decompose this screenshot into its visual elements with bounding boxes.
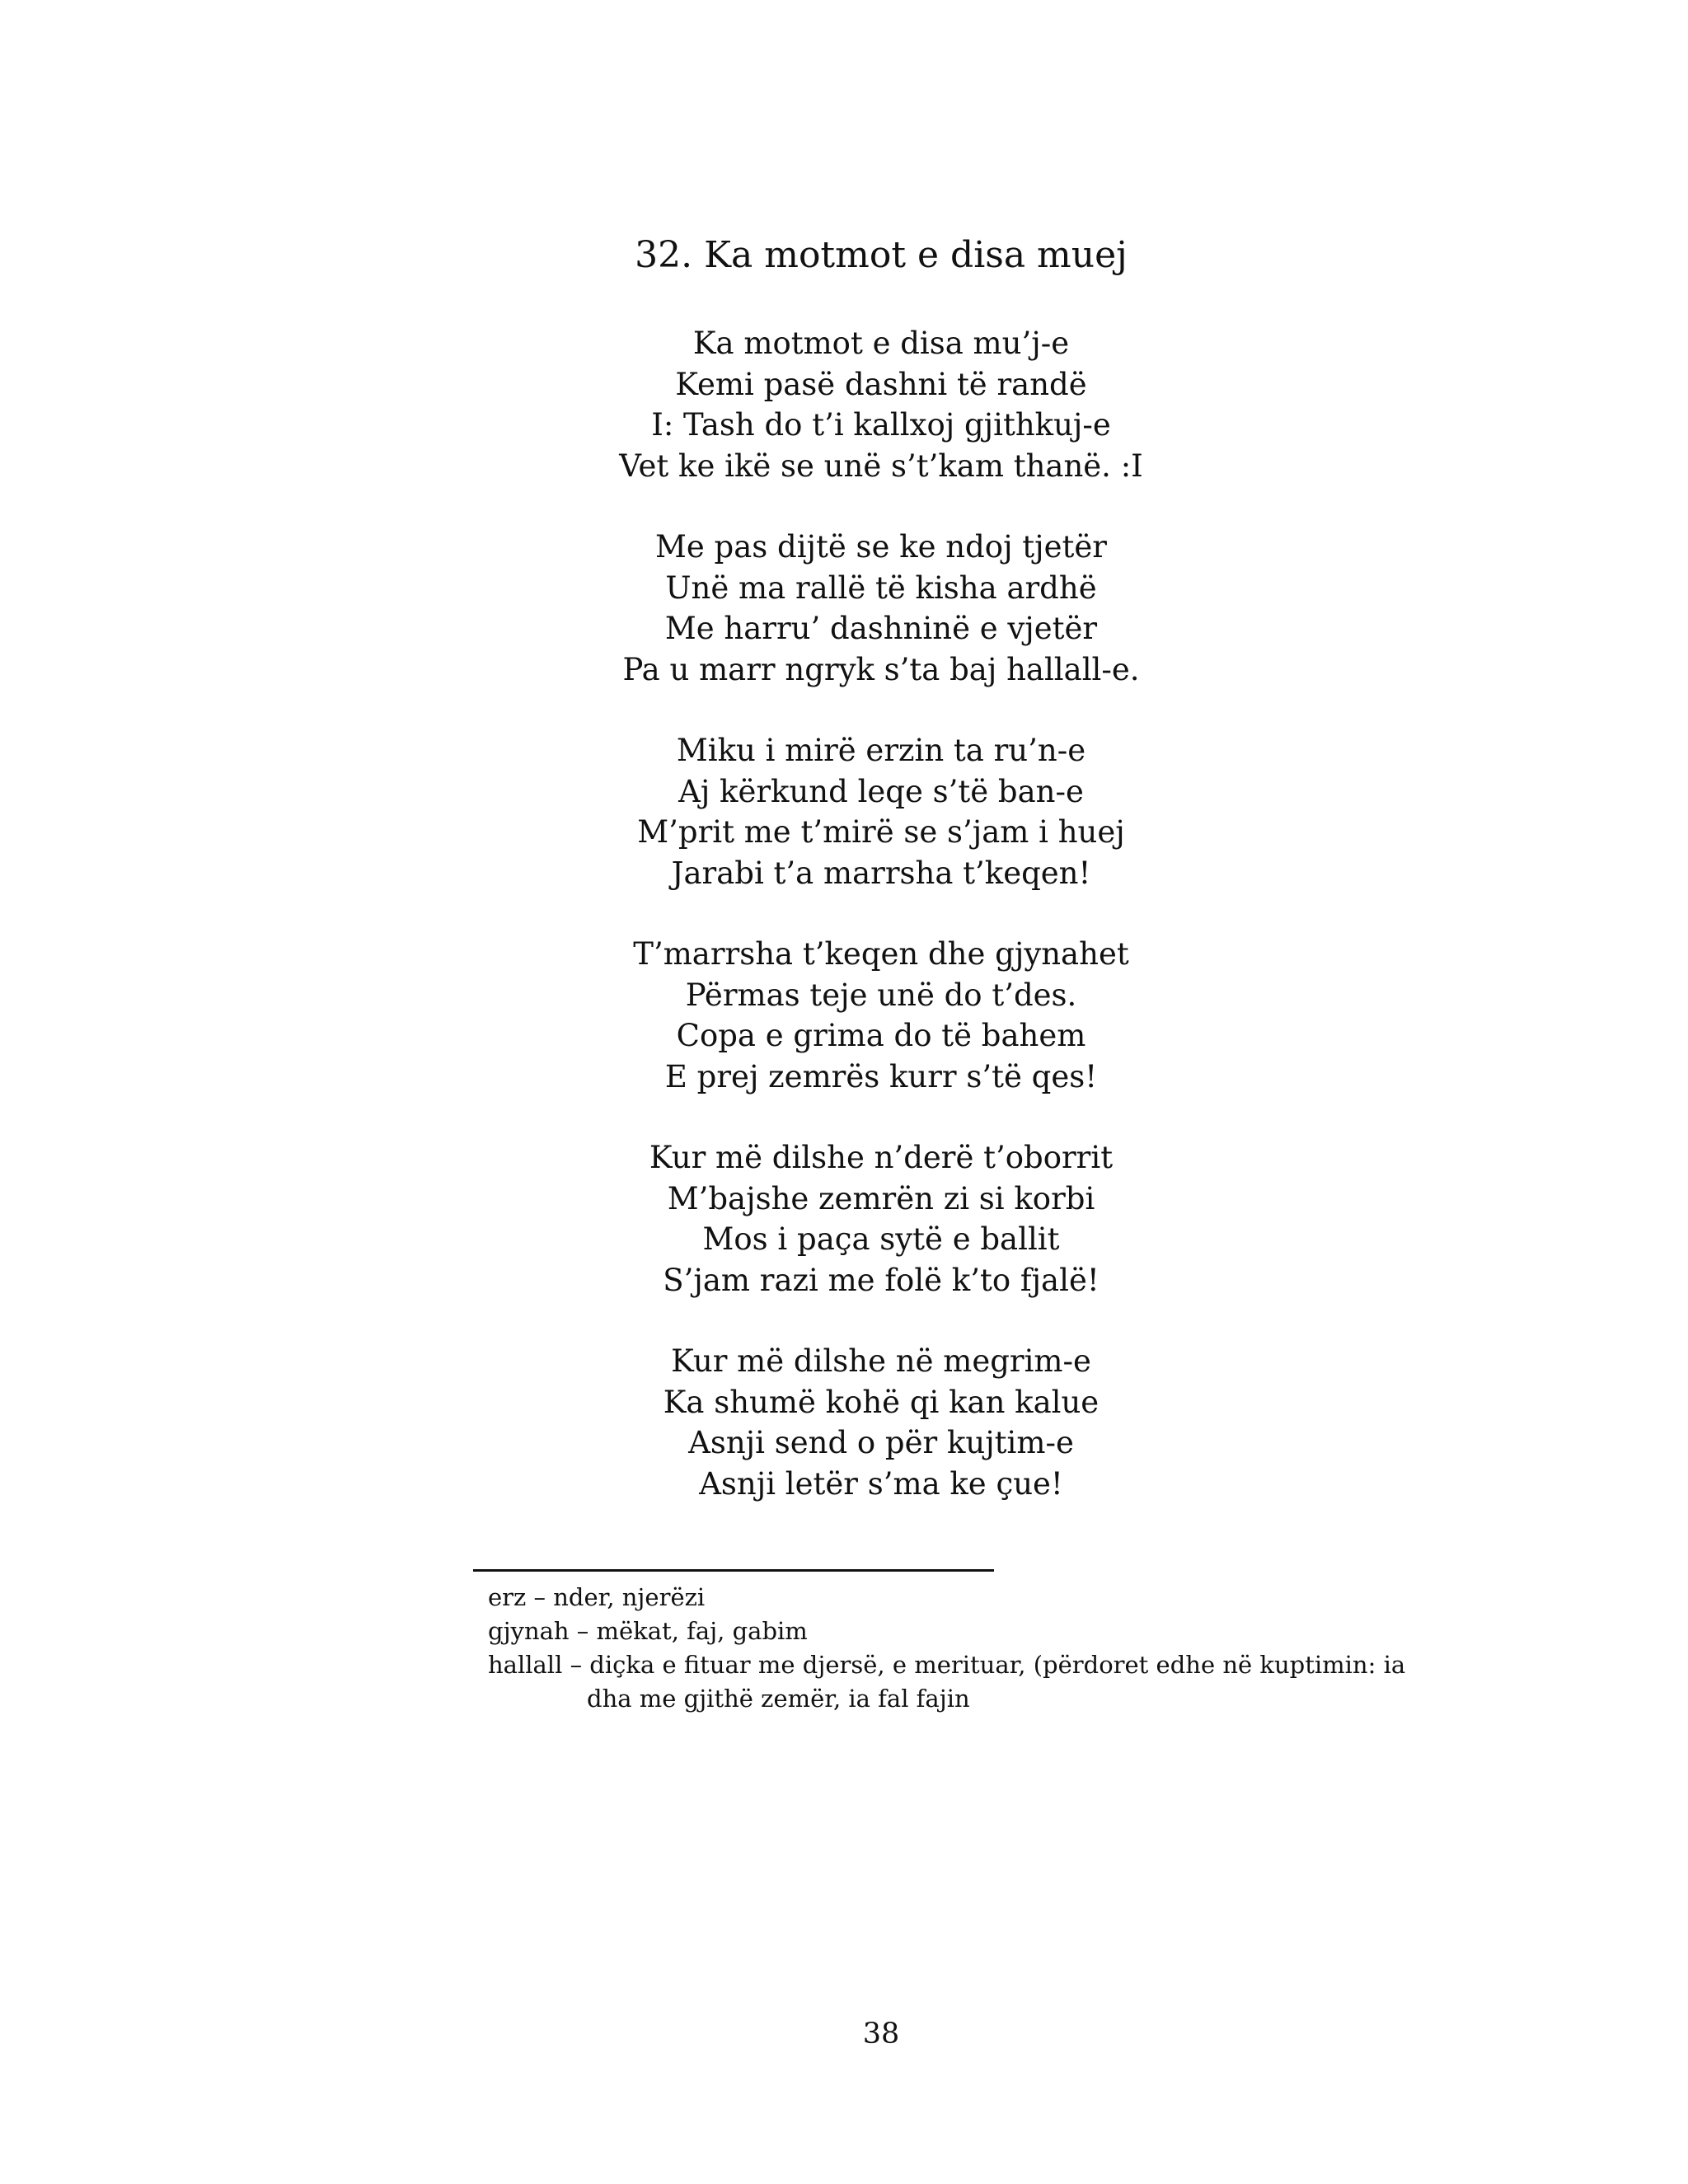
- poem-line: Ka shumë kohë qi kan kalue: [663, 1384, 1100, 1420]
- poem-line: Mos i paça sytë e ballit: [702, 1221, 1060, 1257]
- poem-line: Miku i mirë erzin ta ru’n-e: [676, 733, 1086, 768]
- footnote-gjynah: gjynah – mëkat, faj, gabim: [488, 1617, 808, 1645]
- poem-line: Aj kërkund leqe s’të ban-e: [678, 773, 1084, 809]
- poem-line: Përmas teje unë do t’des.: [685, 977, 1077, 1013]
- page-number: 38: [862, 2018, 900, 2050]
- stanza-6: [0, 1341, 1688, 1504]
- stanza-5: [0, 1137, 1688, 1301]
- poem-line: T’marrsha t’keqen dhe gjynahet: [633, 936, 1129, 972]
- poem-line: Ka motmot e disa mu’j-e: [692, 326, 1070, 361]
- poem-line: Kur më dilshe në megrim-e: [671, 1343, 1091, 1379]
- poem-line: Pa u marr ngryk s’ta baj hallall-e.: [622, 651, 1140, 687]
- footnote-erz: erz – nder, njerëzi: [488, 1583, 706, 1611]
- poem-line: I: Tash do t’i kallxoj gjithkuj-e: [651, 407, 1111, 443]
- poem-line: Vet ke ikë se unë s’t’kam thanë. :I: [619, 448, 1143, 484]
- footnote-hallall-continued: dha me gjithë zemër, ia fal fajin: [587, 1685, 970, 1713]
- poem-line: Me harru’ dashninë e vjetër: [664, 611, 1098, 646]
- poem-line: S’jam razi me folë k’to fjalë!: [663, 1262, 1100, 1298]
- poem-line: Copa e grima do të bahem: [676, 1018, 1086, 1053]
- poem-body: [0, 323, 1688, 1544]
- poem-line: Jarabi t’a marrsha t’keqen!: [671, 855, 1091, 891]
- footnotes: [488, 1581, 1461, 1716]
- stanza-3: [0, 730, 1688, 893]
- footnote-divider: [473, 1569, 994, 1572]
- stanza-2: [0, 527, 1688, 690]
- poem-line: Kur më dilshe n’derë t’oborrit: [649, 1140, 1114, 1175]
- poem-line: Me pas dijtë se ke ndoj tjetër: [655, 529, 1107, 565]
- poem-line: M’prit me t’mirë se s’jam i huej: [637, 814, 1125, 850]
- stanza-4: [0, 934, 1688, 1097]
- poem-line: Asnji letër s’ma ke çue!: [699, 1465, 1063, 1502]
- poem-line: E prej zemrës kurr s’të qes!: [664, 1058, 1098, 1094]
- poem-line: Kemi pasë dashni të randë: [675, 366, 1087, 402]
- footnote-hallall: hallall – diçka e fituar me djersë, e merituar, (përdoret edhe në kuptimin: ia: [488, 1651, 1406, 1679]
- poem-line: Asnji send o për kujtim-e: [688, 1425, 1074, 1460]
- poem-line: Unë ma rallë të kisha ardhë: [665, 569, 1097, 606]
- stanza-1: [0, 323, 1688, 486]
- poem-title: 32. Ka motmot e disa muej: [635, 234, 1128, 276]
- poem-line: M’bajshe zemrën zi si korbi: [667, 1180, 1095, 1216]
